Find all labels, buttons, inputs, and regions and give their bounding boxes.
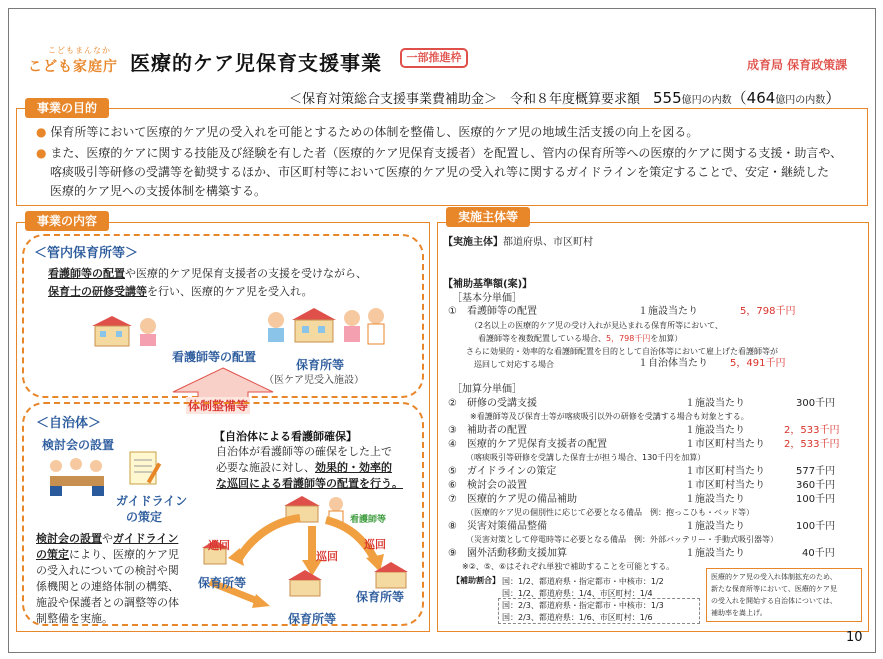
item-5-unit: １市区町村当たり xyxy=(685,466,765,477)
purpose-bullet-2-line-2: 喀痰吸引等研修の受講等を勧奨するほか、市区町村等において医療的ケア児の受入れ等に関するガイドラインを策定することで、安定・継続した xyxy=(50,165,830,179)
item-8: ⑧ 災害対策備品整備 xyxy=(448,521,547,532)
rate-line-4: 国：2/3、都道府県：1/6、市区町村：1/6 xyxy=(502,613,653,622)
item-8-unit: １施設当たり xyxy=(685,521,745,532)
item-1-note-2b: 5，798千円 xyxy=(606,334,651,343)
item-1-note-2 xyxy=(478,333,682,344)
item-8-note: （災害対策として停電時等に必要となる備品 例：外部バッテリー・手動式吸引器等） xyxy=(466,535,778,544)
rate-line-2: 国：1/2、都道府県：1/4、市区町村：1/4 xyxy=(502,589,653,598)
item-7-note: （医療的ケア児の個別性に応じて必要となる備品 例：抱っこひも・ベッド等） xyxy=(466,508,754,517)
rate-note-3: の受入れを開始する自治体については、 xyxy=(711,597,837,605)
nurse-secure-line-1: 自治体が看護師等の確保をした上で xyxy=(216,445,392,458)
rate-note-4: 補助率を嵩上げ。 xyxy=(711,609,767,617)
jichitai-text-2 xyxy=(36,546,179,563)
bullet-dot-icon: ● xyxy=(36,146,47,160)
nurse-secure-line-2a: 必要な施設に対し、 xyxy=(216,461,315,474)
item-3: ③ 補助者の配置 xyxy=(448,425,527,436)
item-1-note-2c: を加算） xyxy=(650,334,683,343)
purpose-bullet-1-text: 保育所等において医療的ケア児の受入れを可能とするための体制を整備し、医療的ケア児の地域生活支援の向上を図る。 xyxy=(50,125,699,139)
item-9-unit: １施設当たり xyxy=(685,548,745,559)
jichitai-text-2-rest: により、医療的ケア児 xyxy=(69,548,179,561)
item-4-unit: １市区町村当たり xyxy=(685,439,765,450)
kannai-training-underline: 保育士の研修受講等 xyxy=(48,285,147,298)
item-7: ⑦ 医療的ケア児の備品補助 xyxy=(448,494,577,505)
item-5-value: 577千円 xyxy=(796,466,836,477)
kannai-heading: ＜管内保育所等＞ xyxy=(34,246,139,261)
nursery-right-label: 保育所等 xyxy=(356,590,405,604)
agency-logo: こども家庭庁 xyxy=(28,59,118,75)
item-3-value: 2，533千円 xyxy=(784,425,840,436)
item-1-note-1: （2名以上の医療的ケア児の受け入れが見込まれる保育所等において、 xyxy=(470,321,723,330)
guideline-label-1: ガイドライン xyxy=(116,494,188,508)
item-3-unit: １施設当たり xyxy=(685,425,745,436)
bullet-dot-icon: ● xyxy=(36,125,47,139)
nurse-tag: 看護師等 xyxy=(350,515,387,525)
jichitai-text-4: 係機関との連絡体制の構築、 xyxy=(36,580,179,593)
purpose-bullet-2-line-1: また、医療的ケアに関する技能及び経験を有した者（医療的ケア児保育支援者）を配置し、管内の保育所等への医療的ケアに関する支援・助言や、 xyxy=(50,146,843,160)
nurse-secure-line-2 xyxy=(216,459,392,476)
entity-line xyxy=(443,236,593,249)
item-6-value: 360千円 xyxy=(796,480,836,491)
kannai-nurse-underline: 看護師等の配置 xyxy=(48,267,125,280)
purpose-bullet-2-line-3: 医療的ケア児への支援体制を構築する。 xyxy=(50,184,267,198)
item-9-note: ※②、⑤、⑥はそれぞれ単独で補助することを可能とする。 xyxy=(462,562,675,571)
item-1-note-3: さらに効果的・効率的な看護師配置を目的として自治体等において雇上げた看護師等が xyxy=(466,347,778,356)
nurse-placement-label: 看護師等の配置 xyxy=(172,350,257,364)
nursery-children-icon xyxy=(262,304,392,350)
item-2: ② 研修の受講支援 xyxy=(448,398,537,409)
page-number: 10 xyxy=(846,630,863,645)
nurse-secure-line-3: な巡回による看護師等の配置を行う。 xyxy=(216,477,403,490)
nursery-building-icon xyxy=(90,312,170,348)
rate-note-1: 医療的ケア児の受入れ体制拡充のため、 xyxy=(711,573,837,581)
arrow-label: 体制整備等 xyxy=(188,399,249,413)
nurse-secure-line-2b: 効果的・効率的 xyxy=(315,461,392,474)
guideline-label-2: の策定 xyxy=(126,510,163,524)
basic-heading: ［基本分単価］ xyxy=(452,293,522,304)
budget-line xyxy=(289,87,840,108)
purpose-bullet-2 xyxy=(36,143,842,163)
item-7-value: 100千円 xyxy=(796,494,836,505)
item-4-value: 2，533千円 xyxy=(784,439,840,450)
jichitai-guideline-underline: ガイドライン xyxy=(113,532,179,545)
kannai-line-2-rest: を行い、医療的ケア児を受入れ。 xyxy=(147,285,313,298)
jichitai-text-1-mid: や xyxy=(102,532,113,545)
nursery-bottom-label: 保育所等 xyxy=(288,612,337,626)
budget-prefix: ＜保育対策総合支援事業費補助金＞ 令和８年度概算要求額 xyxy=(289,92,654,107)
jichitai-formulate-underline: の策定 xyxy=(36,548,69,561)
item-1-note-4-value: 5，491千円 xyxy=(730,358,786,369)
jichitai-committee-underline: 検討会の設置 xyxy=(36,532,102,545)
budget-unit: 億円の内数 xyxy=(681,95,732,106)
item-1: ① 看護師等の配置 xyxy=(448,306,537,317)
committee-label: 検討会の設置 xyxy=(42,438,115,452)
entity-key: 【実施主体】 xyxy=(443,237,503,248)
item-7-unit: １施設当たり xyxy=(685,494,745,505)
item-1-value: 5，798千円 xyxy=(740,306,796,317)
subsidy-heading: 【補助基準額(案)】 xyxy=(443,279,533,290)
kannai-line-1 xyxy=(48,265,367,282)
rate-line-1: 国：1/2、都道府県・指定都市・中核市：1/2 xyxy=(502,577,664,586)
item-8-value: 100千円 xyxy=(796,521,836,532)
logo-tagline: こどもまんなか xyxy=(48,46,111,55)
kannai-line-2 xyxy=(48,283,313,300)
entity-value: 都道府県、市区町村 xyxy=(503,237,593,248)
jichitai-text-1 xyxy=(36,530,178,547)
item-6: ⑥ 検討会の設置 xyxy=(448,480,527,491)
kannai-line-1-rest: や医療的ケア児保育支援者の支援を受けながら、 xyxy=(125,267,367,280)
jichitai-text-5: 施設や保護者との調整等の体 xyxy=(36,596,179,609)
item-5: ⑤ ガイドラインの策定 xyxy=(448,466,557,477)
item-9-value: 40千円 xyxy=(802,548,835,559)
nursery-left-label: 保育所等 xyxy=(198,576,247,590)
jichitai-heading: ＜自治体＞ xyxy=(36,416,102,431)
rate-note-2: 新たな保育所等において、医療的ケア児 xyxy=(711,585,837,593)
item-6-unit: １市区町村当たり xyxy=(685,480,765,491)
budget-prev-close: ） xyxy=(825,89,841,107)
department-name: 成育局 保育政策課 xyxy=(747,58,848,72)
document-icon xyxy=(124,448,168,488)
patrol-label-right: 巡回 xyxy=(364,538,386,551)
add-heading: ［加算分単価］ xyxy=(452,384,522,395)
nurse-secure-title: 【自治体による看護師確保】 xyxy=(214,430,357,443)
rate-key: 【補助割合】 xyxy=(452,576,500,585)
budget-prev-unit: 億円の内数 xyxy=(775,95,826,106)
item-1-note-4: 巡回して対応する場合 xyxy=(474,360,554,369)
nursery-label: 保育所等 xyxy=(296,358,345,372)
budget-amount: 555 xyxy=(653,89,682,107)
item-1-note-2a: 看護師等を複数配置している場合、 xyxy=(478,334,606,343)
budget-prev-open: （ xyxy=(731,89,747,107)
page-title: 医療的ケア児保育支援事業 xyxy=(130,51,382,75)
purpose-bullet-1 xyxy=(36,122,698,142)
content-label: 事業の内容 xyxy=(25,211,109,231)
rate-note-box xyxy=(706,568,862,622)
item-1-unit: １施設当たり xyxy=(638,306,698,317)
item-4: ④ 医療的ケア児保育支援者の配置 xyxy=(448,439,607,450)
item-4-note: （喀痰吸引等研修を受講した保育士が担う場合、130千円を加算） xyxy=(466,453,706,462)
meeting-icon xyxy=(42,454,112,498)
rate-line-3: 国：2/3、都道府県・指定都市・中核市：1/3 xyxy=(502,601,664,610)
priority-badge: 一部推進枠 xyxy=(400,48,468,68)
patrol-label-left: 巡回 xyxy=(208,539,230,552)
implementation-label: 実施主体等 xyxy=(446,207,530,227)
item-2-note: ※看護師等及び保育士等が喀痰吸引以外の研修を受講する場合も対象とする。 xyxy=(470,412,749,421)
nursery-sublabel: （医ケア児受入施設） xyxy=(264,375,364,386)
jichitai-text-3: の受入れについての検討や関 xyxy=(36,564,179,577)
purpose-label: 事業の目的 xyxy=(25,98,109,118)
item-9: ⑨ 園外活動移動支援加算 xyxy=(448,548,567,559)
item-2-unit: １施設当たり xyxy=(685,398,745,409)
patrol-label-center: 巡回 xyxy=(316,550,338,563)
jichitai-text-6: 制整備を実施。 xyxy=(36,612,113,625)
budget-prev-amount: 464 xyxy=(746,89,776,107)
item-1-note-4-unit: １自治体当たり xyxy=(638,358,708,369)
item-2-value: 300千円 xyxy=(796,398,836,409)
